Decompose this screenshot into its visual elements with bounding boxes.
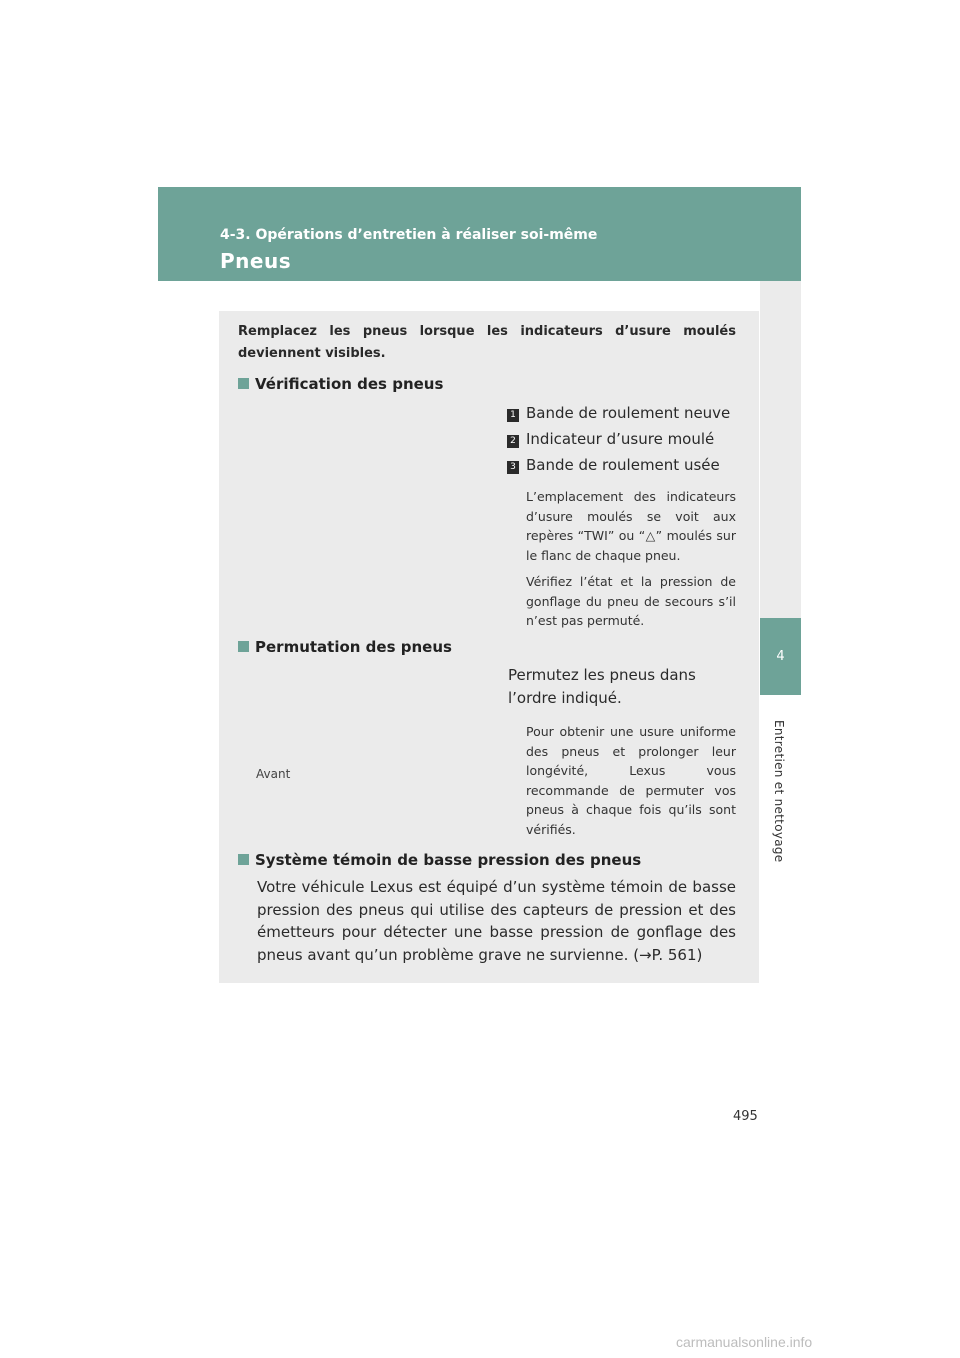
heading-tire-rotation	[238, 638, 452, 656]
square-bullet-icon	[238, 854, 249, 865]
heading-tire-rotation-label: Permutation des pneus	[255, 638, 452, 656]
page-header	[158, 187, 801, 281]
list-item-label: Indicateur d’usure moulé	[526, 430, 715, 448]
list-item	[507, 404, 730, 422]
note-rotation: Pour obtenir une usure uniforme des pneus et prolonger leur longévité, Lexus vous recommande de permuter vos pneus à chaque fois qu’ils sont vérifiés.	[526, 724, 736, 837]
square-bullet-icon	[238, 378, 249, 389]
heading-tpms-label: Système témoin de basse pression des pneus	[255, 851, 642, 869]
list-item-label: Bande de roulement usée	[526, 456, 720, 474]
page-number: 495	[733, 1109, 758, 1124]
rotation-instruction: Permutez les pneus dans l’ordre indiqué.	[508, 666, 696, 707]
list-item-label: Bande de roulement neuve	[526, 404, 731, 422]
note-wear-indicator-location: L’emplacement des indicateurs d’usure moulés se voit aux repères “TWI” ou “△” moulés sur le flanc de chaque pneu.	[526, 489, 736, 563]
number-badge: 3	[507, 461, 519, 474]
list-item	[507, 456, 720, 474]
square-bullet-icon	[238, 641, 249, 652]
number-badge: 1	[507, 409, 519, 422]
heading-tpms	[238, 851, 641, 869]
front-label: Avant	[256, 767, 291, 781]
watermark: carmanualsonline.info	[676, 1334, 813, 1350]
heading-tire-check-label: Vérification des pneus	[255, 375, 444, 393]
page-title: Pneus	[220, 249, 292, 273]
section-title: 4-3. Opérations d’entretien à réaliser soi-même	[220, 227, 598, 243]
chapter-number: 4	[760, 618, 801, 695]
intro-text: Remplacez les pneus lorsque les indicateurs d’usure moulés deviennent visibles.	[238, 324, 736, 361]
note-spare-tire: Vérifiez l’état et la pression de gonflage du pneu de secours s’il n’est pas permuté.	[526, 574, 736, 628]
heading-tire-check	[238, 375, 443, 393]
chapter-label: Entretien et nettoyage	[772, 720, 786, 863]
list-item	[507, 430, 714, 448]
number-badge: 2	[507, 435, 519, 448]
tpms-text: Votre véhicule Lexus est équipé d’un système témoin de basse pression des pneus qui utilise des capteurs de pression et des émetteurs pour détecter une basse pression de gonflage des pneus avant qu’un problème grave ne survienne. (→P. 561)	[257, 878, 736, 964]
